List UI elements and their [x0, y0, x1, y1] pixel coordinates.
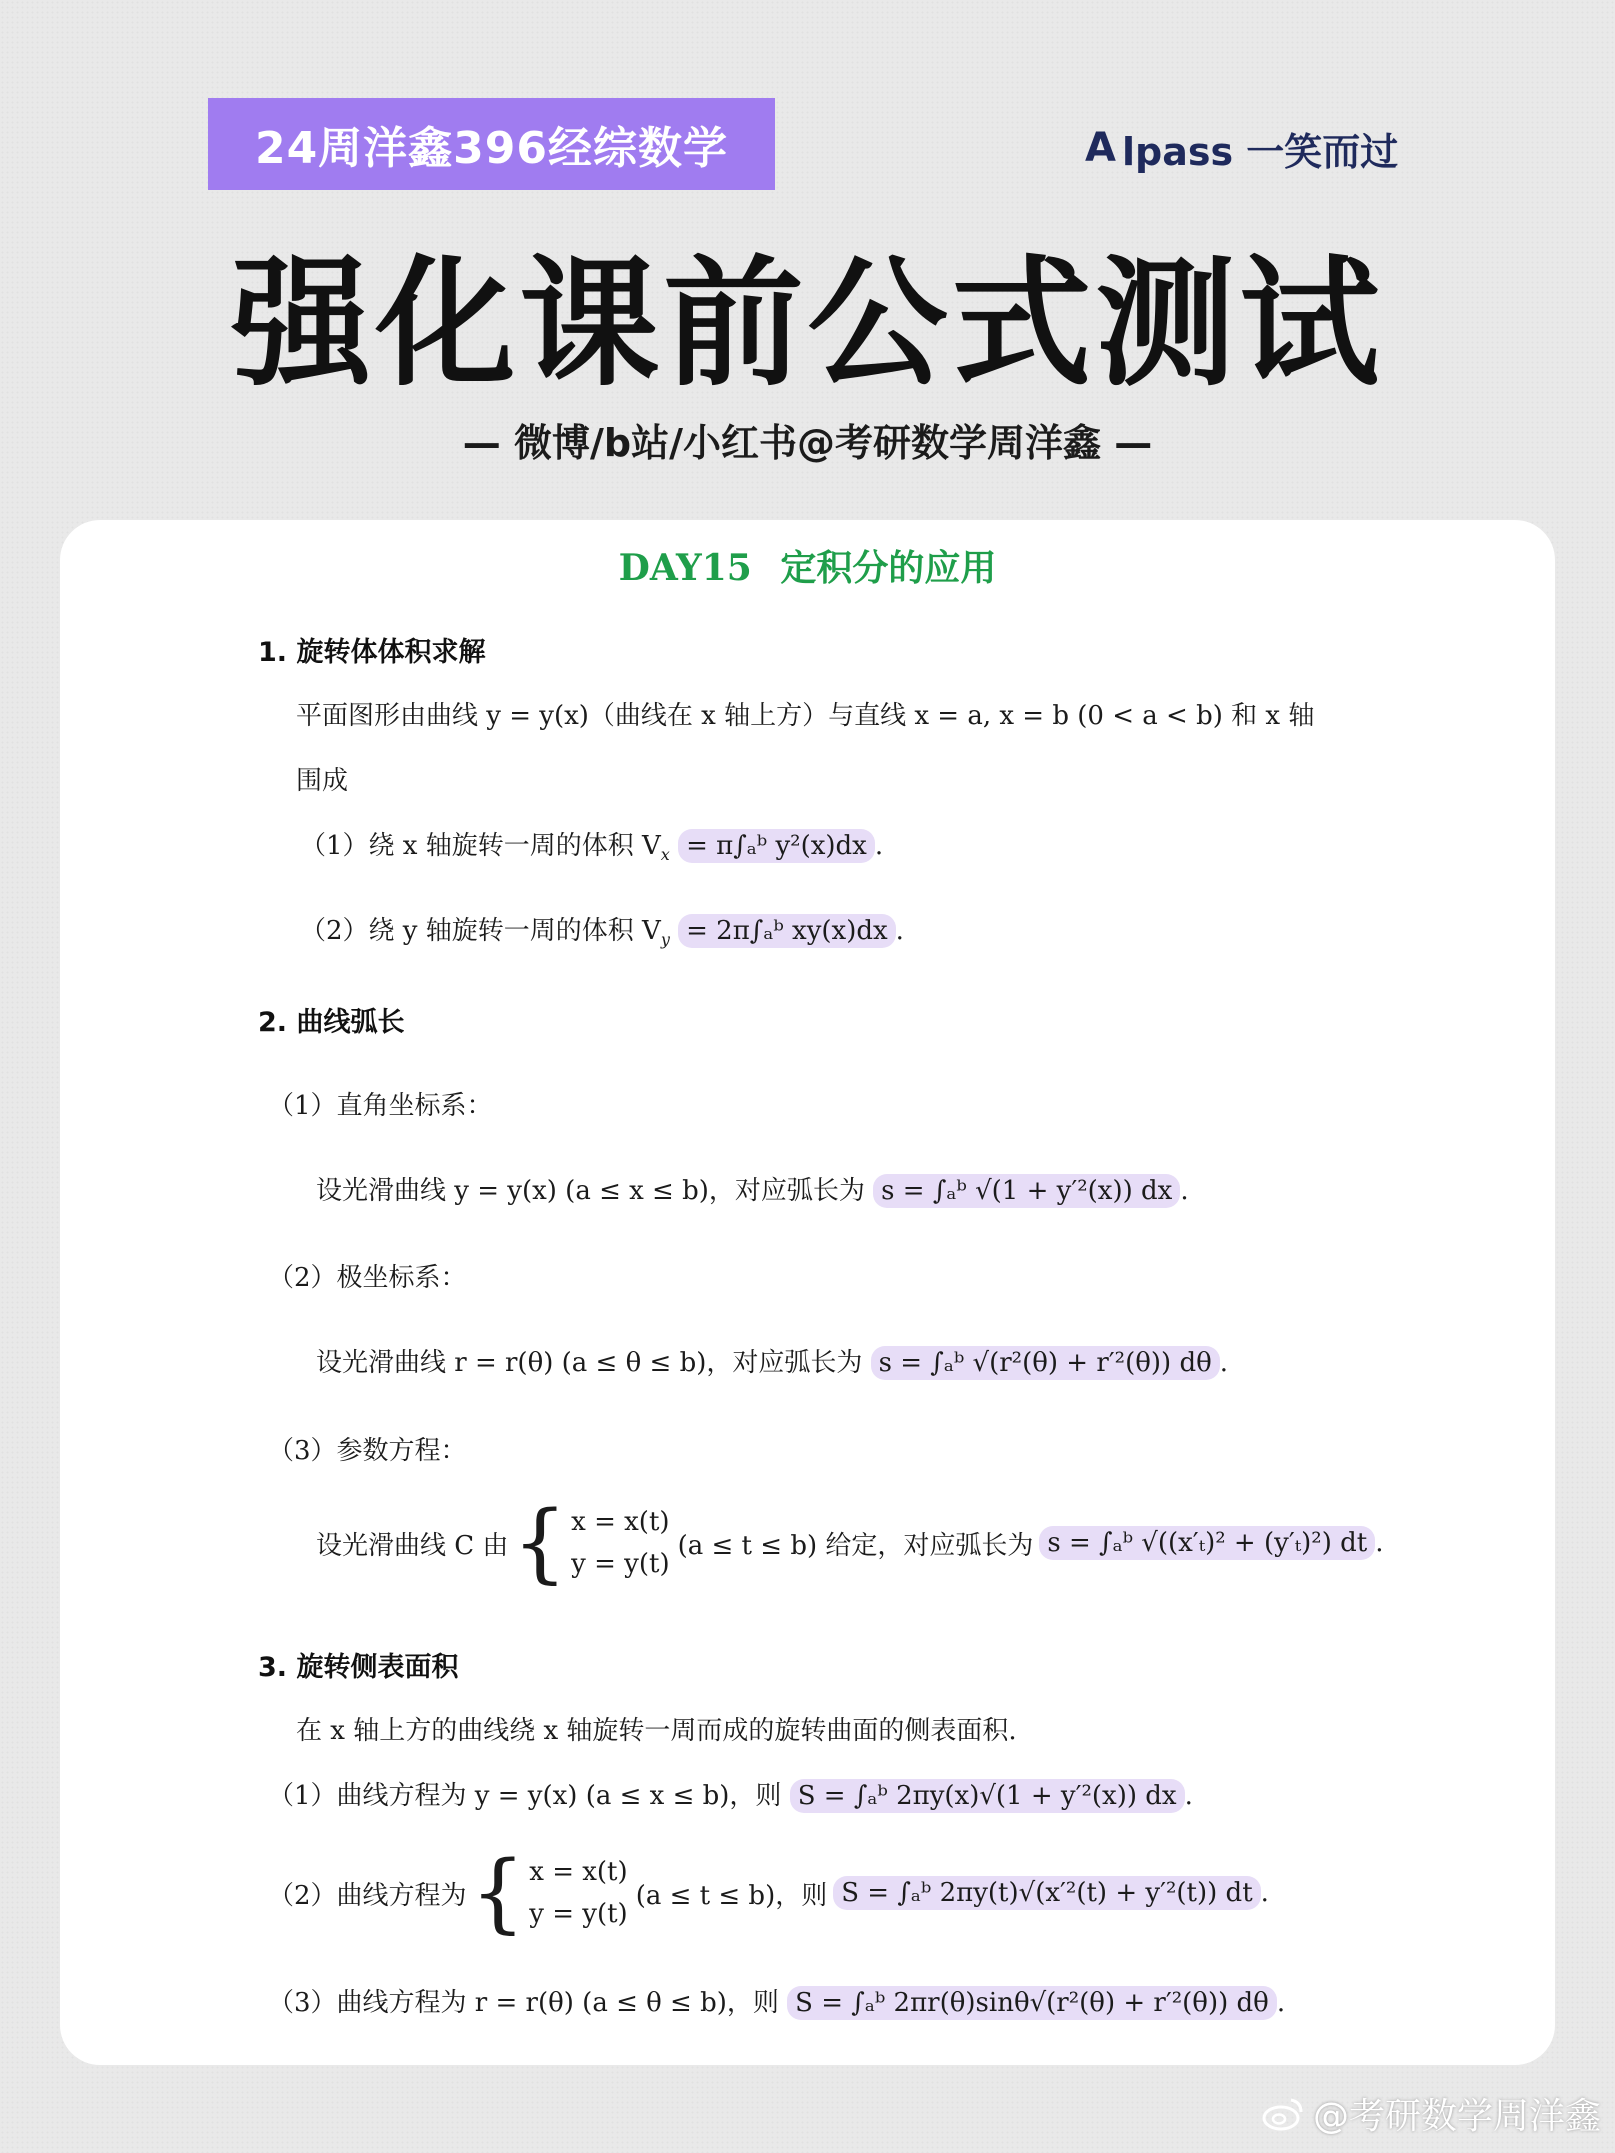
surface-intro: 在 x 轴上方的曲线绕 x 轴旋转一周而成的旋转曲面的侧表面积.	[296, 1716, 1017, 1746]
surface-parametric-formula: S = ∫ₐᵇ 2πy(t)√(x′²(t) + y′²(t)) dt	[833, 1876, 1260, 1910]
surface-cartesian-text: （1）曲线方程为 y = y(x) (a ≤ x ≤ b)，则	[268, 1781, 782, 1811]
day-heading	[60, 540, 1555, 591]
section-1-volume-y: （2）绕 y 轴旋转一周的体积 $V_y$ = 2π∫ₐᵇ xy(x)dx .	[300, 916, 904, 950]
arc-cartesian-title: （1）直角坐标系：	[268, 1091, 493, 1121]
day-number: DAY15	[618, 547, 752, 589]
arc-parametric-title: （3）参数方程：	[268, 1436, 467, 1466]
parametric-system: { x = x(t) y = y(t)	[512, 1493, 670, 1593]
content-card	[60, 520, 1555, 2065]
brand-logo	[1085, 118, 1398, 178]
volume-y-formula: = 2π∫ₐᵇ xy(x)dx	[678, 914, 896, 948]
section-1-line-2: 围成	[296, 766, 349, 796]
section-2-heading: 2. 曲线弧长	[258, 1007, 405, 1038]
arc-cartesian-formula: s = ∫ₐᵇ √(1 + y′²(x)) dx	[873, 1174, 1180, 1208]
surface-polar-line: （3）曲线方程为 r = r(θ) (a ≤ θ ≤ b)，则 S = ∫ₐᵇ 2πr(θ)sinθ√(r²(θ) + r′²(θ)) dθ .	[268, 1988, 1286, 2018]
course-badge: 24周洋鑫396经综数学	[208, 98, 775, 190]
weibo-watermark	[1261, 2088, 1601, 2139]
surface-parametric-system: { x = x(t) y = y(t)	[470, 1843, 628, 1943]
arc-parametric-text-b: (a ≤ t ≤ b) 给定，对应弧长为	[677, 1530, 1034, 1561]
arc-polar-title: （2）极坐标系：	[268, 1263, 467, 1293]
surface-eq-y: y = y(t)	[529, 1899, 628, 1929]
surface-parametric-text-a: （2）曲线方程为	[268, 1880, 467, 1911]
section-3-heading: 3. 旋转侧表面积	[258, 1652, 459, 1683]
parametric-eq-y: y = y(t)	[571, 1549, 670, 1579]
brand-text: lpass 一笑而过	[1121, 129, 1399, 174]
arc-polar-formula: s = ∫ₐᵇ √(r²(θ) + r′²(θ)) dθ	[871, 1346, 1220, 1380]
parametric-eq-x: x = x(t)	[571, 1507, 670, 1537]
surface-parametric-text-b: (a ≤ t ≤ b)，则	[635, 1880, 828, 1911]
arc-parametric-line: 设光滑曲线 C 由 { x = x(t) y = y(t) (a ≤ t ≤ b) 给定，对应弧长为 s = ∫ₐᵇ √((x′ₜ)² + (y′ₜ)²) dt .	[316, 1493, 1384, 1593]
section-1-line-1: 平面图形由曲线 y = y(x)（曲线在 x 轴上方）与直线 x = a, x = b (0 < a < b) 和 x 轴	[296, 701, 1315, 731]
surface-cartesian-formula: S = ∫ₐᵇ 2πy(x)√(1 + y′²(x)) dx	[790, 1779, 1185, 1813]
surface-polar-formula: S = ∫ₐᵇ 2πr(θ)sinθ√(r²(θ) + r′²(θ)) dθ	[787, 1986, 1277, 2020]
alpass-logo-icon: A	[1085, 125, 1116, 171]
arc-cartesian-text: 设光滑曲线 y = y(x) (a ≤ x ≤ b)，对应弧长为	[316, 1176, 865, 1206]
arc-parametric-formula: s = ∫ₐᵇ √((x′ₜ)² + (y′ₜ)²) dt	[1039, 1526, 1375, 1560]
day-topic: 定积分的应用	[780, 548, 997, 589]
arc-parametric-text-a: 设光滑曲线 C 由	[316, 1530, 509, 1561]
section-1-heading: 1. 旋转体体积求解	[258, 637, 486, 668]
weibo-icon	[1261, 2096, 1305, 2132]
page-title: 强化课前公式测试	[231, 243, 1384, 406]
surface-polar-text: （3）曲线方程为 r = r(θ) (a ≤ θ ≤ b)，则	[268, 1988, 779, 2018]
arc-cartesian-line: 设光滑曲线 y = y(x) (a ≤ x ≤ b)，对应弧长为 s = ∫ₐᵇ √(1 + y′²(x)) dx .	[316, 1176, 1189, 1206]
surface-parametric-line: （2）曲线方程为 { x = x(t) y = y(t) (a ≤ t ≤ b)，则 S = ∫ₐᵇ 2πy(t)√(x′²(t) + y′²(t)) dt .	[268, 1843, 1269, 1943]
surface-eq-x: x = x(t)	[529, 1857, 628, 1887]
volume-y-label: （2）绕 y 轴旋转一周的体积 V	[300, 916, 661, 946]
section-1-volume-x: （1）绕 x 轴旋转一周的体积 $V_x$ = π∫ₐᵇ y²(x)dx .	[300, 831, 884, 865]
watermark-text: @考研数学周洋鑫	[1312, 2096, 1601, 2137]
surface-cartesian-line: （1）曲线方程为 y = y(x) (a ≤ x ≤ b)，则 S = ∫ₐᵇ 2πy(x)√(1 + y′²(x)) dx .	[268, 1781, 1193, 1811]
volume-x-formula: = π∫ₐᵇ y²(x)dx	[678, 829, 875, 863]
arc-polar-text: 设光滑曲线 r = r(θ) (a ≤ θ ≤ b)，对应弧长为	[316, 1348, 863, 1378]
arc-polar-line: 设光滑曲线 r = r(θ) (a ≤ θ ≤ b)，对应弧长为 s = ∫ₐᵇ √(r²(θ) + r′²(θ)) dθ .	[316, 1348, 1229, 1378]
social-handles: — 微博/b站/小红书@考研数学周洋鑫 —	[462, 421, 1153, 465]
volume-x-label: （1）绕 x 轴旋转一周的体积 V	[300, 831, 661, 861]
